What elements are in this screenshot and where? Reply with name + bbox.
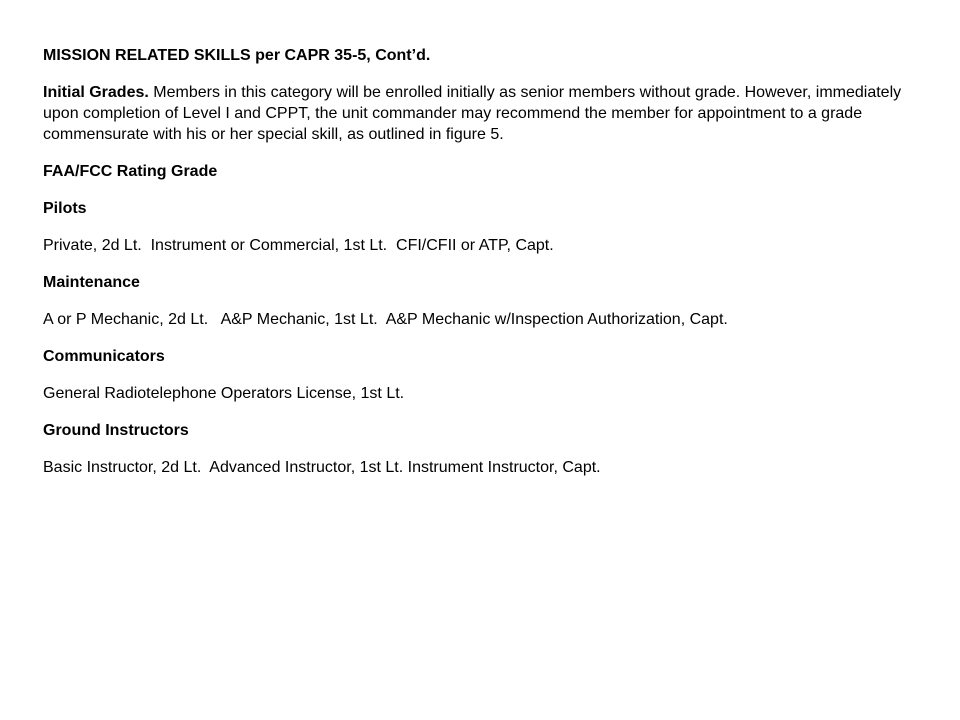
intro-paragraph (43, 82, 923, 145)
intro-text: Members in this category will be enrolled initially as senior members without grade. However, immediately upon completion of Level I and CPPT, the unit commander may recommend the member for appointment to a grade commensurate with his or her special skill, as outlined in figure 5. (43, 84, 902, 143)
slide-content (43, 45, 923, 494)
section-heading-ground-instructors: Ground Instructors (43, 422, 189, 439)
section-text-pilots: Private, 2d Lt. Instrument or Commercial, 1st Lt. CFI/CFII or ATP, Capt. (43, 237, 554, 254)
section-text-ground-instructors: Basic Instructor, 2d Lt. Advanced Instructor, 1st Lt. Instrument Instructor, Capt. (43, 459, 601, 476)
section-text-maintenance: A or P Mechanic, 2d Lt. A&P Mechanic, 1st Lt. A&P Mechanic w/Inspection Authorization, Capt. (43, 311, 728, 328)
intro-lead: Initial Grades. (43, 84, 149, 101)
section-heading-maintenance: Maintenance (43, 274, 140, 291)
section-text-communicators: General Radiotelephone Operators License, 1st Lt. (43, 385, 405, 402)
section-heading-pilots: Pilots (43, 200, 87, 217)
table-heading: FAA/FCC Rating Grade (43, 163, 218, 180)
slide-title: MISSION RELATED SKILLS per CAPR 35-5, Cont’d. (43, 47, 431, 64)
section-heading-communicators: Communicators (43, 348, 165, 365)
